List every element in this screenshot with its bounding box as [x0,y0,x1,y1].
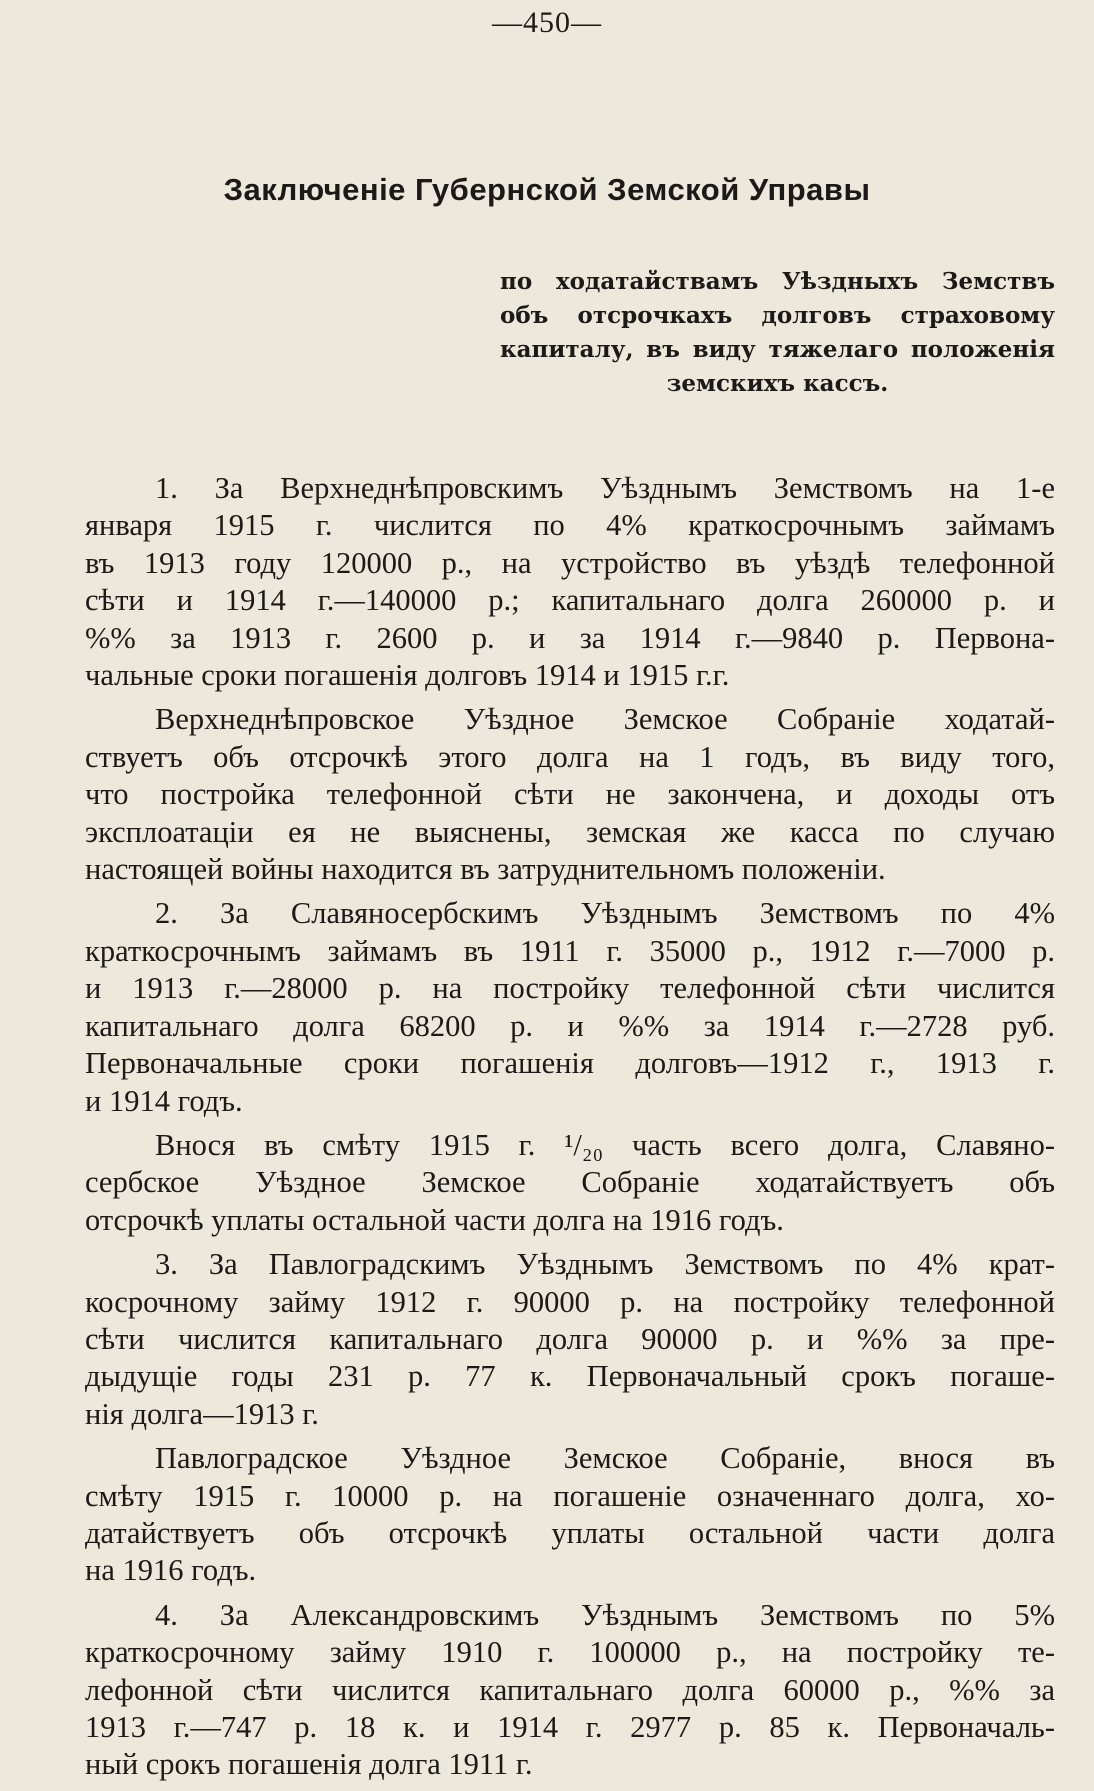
paragraph [85,1440,1055,1590]
text-line: и 1914 годъ. [85,1083,243,1118]
text-line: датайствуетъ объ отсрочкѣ уплаты остальной части долга [85,1515,1055,1550]
text-line: сѣти и 1914 г.—140000 р.; капитальнаго долга 260000 р. и [85,583,1055,618]
paragraph [85,1246,1055,1433]
text-line: 3. За Павлоградскимъ Уѣзднымъ Земствомъ по 4% крат- [155,1247,1055,1282]
text-line: краткосрочнымъ займамъ въ 1911 г. 35000 р., 1912 г.—7000 р. [85,933,1055,968]
text-line: лефонной сѣти числится капитальнаго долга 60000 р., %% за [85,1672,1055,1707]
text-line: Внося въ смѣту 1915 г. ¹/₂₀ часть всего долга, Славяно- [155,1127,1055,1162]
text-line: эксплоатаціи ея не выяснены, земская же касса по случаю [85,814,1055,849]
text-line: въ 1913 году 120000 р., на устройство въ уѣздѣ телефонной [85,545,1055,580]
text-line: 4. За Александровскимъ Уѣзднымъ Земствомъ по 5% [155,1597,1055,1632]
text-line: и 1913 г.—28000 р. на постройку телефонной сѣти числится [85,971,1055,1006]
paragraph [85,701,1055,888]
document-subtitle [500,265,1055,401]
text-line: отсрочкѣ уплаты остальной части долга на 1916 годъ. [85,1202,784,1237]
page-number: —450— [492,6,602,39]
subtitle-line: капиталу, въ виду тяжелаго положенія [500,336,1055,363]
text-line: Павлоградское Уѣздное Земское Собраніе, внося въ [155,1441,1055,1476]
text-line: сѣти числится капитальнаго долга 90000 р. и %% за пре- [85,1321,1055,1356]
text-line: на 1916 годъ. [85,1553,257,1588]
text-line: косрочному займу 1912 г. 90000 р. на постройку телефонной [85,1284,1055,1319]
text-line: 1. За Верхнеднѣпровскимъ Уѣзднымъ Земствомъ на 1-е [155,471,1055,505]
document-title: Заключеніе Губернской Земской Управы [223,172,871,207]
text-line: настоящей войны находится въ затруднительномъ положеніи. [85,852,886,887]
text-line: смѣту 1915 г. 10000 р. на погашеніе означеннаго долга, хо- [85,1478,1055,1513]
text-line: что постройка телефонной сѣти не закончена, и доходы отъ [85,777,1055,812]
paragraph [85,895,1055,1119]
text-line: сербское Уѣздное Земское Собраніе ходатайствуетъ объ [85,1165,1055,1200]
text-line: 2. За Славяносербскимъ Уѣзднымъ Земствомъ по 4% [155,896,1055,931]
text-line: краткосрочному займу 1910 г. 100000 р., на постройку те- [85,1635,1055,1670]
subtitle-line: объ отсрочкахъ долговъ страховому [500,302,1055,329]
text-line: ствуетъ объ отсрочкѣ этого долга на 1 годъ, въ виду того, [85,739,1055,774]
paragraph [85,470,1055,694]
text-line: Верхнеднѣпровское Уѣздное Земское Собраніе ходатай- [155,702,1055,737]
document-body [85,470,1055,1791]
text-line: дыдущіе годы 231 р. 77 к. Первоначальный срокъ погаше- [85,1359,1055,1394]
text-line: ный срокъ погашенія долга 1911 г. [85,1747,533,1782]
text-line: Первоначальные сроки погашенія долговъ—1912 г., 1913 г. [85,1046,1055,1081]
subtitle-line: земскихъ кассъ. [666,370,889,397]
subtitle-line: по ходатайствамъ Уѣздныхъ Земствъ [500,268,1055,295]
text-line: нія долга—1913 г. [85,1396,319,1431]
paragraph [85,1597,1055,1784]
text-line: капитальнаго долга 68200 р. и %% за 1914 г.—2728 руб. [85,1008,1055,1043]
text-line: 1913 г.—747 р. 18 к. и 1914 г. 2977 р. 85 к. Первоначаль- [85,1710,1055,1744]
text-line: января 1915 г. числится по 4% краткосрочнымъ займамъ [85,508,1055,543]
text-line: %% за 1913 г. 2600 р. и за 1914 г.—9840 р. Первона- [85,620,1055,655]
paragraph [85,1127,1055,1239]
text-line: чальные сроки погашенія долговъ 1914 и 1915 г.г. [85,658,730,693]
